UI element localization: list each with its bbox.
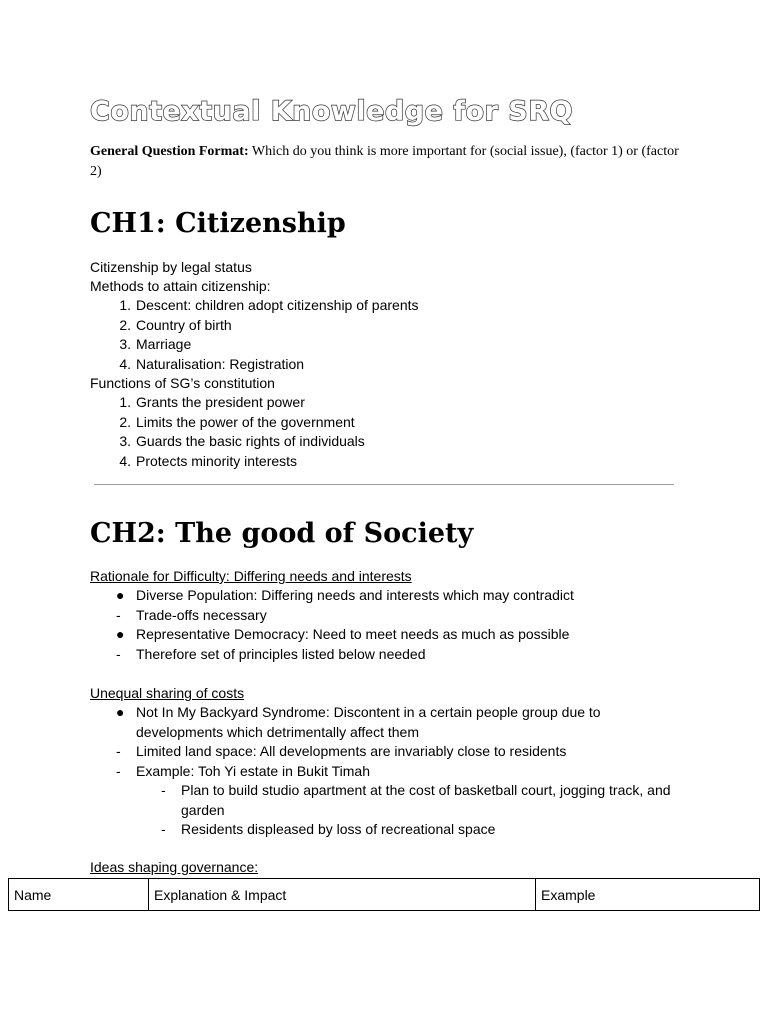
ch1-legal-status: Citizenship by legal status	[90, 259, 252, 275]
ch2-rationale-heading: Rationale for Difficulty: Differing needs and interests	[90, 568, 412, 584]
list-item: 2. Limits the power of the government	[119, 413, 355, 430]
list-item: 2. Country of birth	[119, 316, 232, 333]
list-item: - Example: Toh Yi estate in Bukit Timah	[116, 762, 370, 779]
list-item: 4. Protects minority interests	[119, 452, 298, 469]
ch1-methods-list	[119, 296, 419, 374]
ch1-methods-heading: Methods to attain citizenship:	[90, 278, 271, 294]
table-header-name: Name	[9, 879, 149, 911]
general-question-format-text: Which do you think is more important for (social issue), (factor 1) or (factor 2)	[90, 144, 679, 179]
list-item: ● Representative Democracy: Need to meet needs as much as possible	[116, 626, 570, 642]
ch2-costs-list	[116, 703, 606, 781]
list-item: - Plan to build studio apartment at the cost of basketball court, jogging track, and garden	[161, 782, 671, 818]
table-header-example: Example	[536, 879, 760, 911]
list-item: 3. Marriage	[119, 336, 192, 352]
ch2-costs-heading: Unequal sharing of costs	[90, 685, 245, 701]
section-divider	[94, 484, 674, 485]
ch1-functions-heading: Functions of SG’s constitution	[90, 375, 275, 391]
list-item: 3. Guards the basic rights of individuals	[119, 433, 365, 449]
document-title: Contextual Knowledge for SRQ	[90, 96, 573, 127]
list-item: ● Diverse Population: Differing needs and interests which may contradict	[116, 587, 574, 603]
list-item: - Therefore set of principles listed below needed	[116, 645, 426, 662]
list-item: - Trade-offs necessary	[116, 606, 267, 623]
governance-table	[8, 878, 760, 911]
ch2-rationale-list	[116, 586, 574, 664]
ch2-ideas-heading: Ideas shaping governance:	[90, 859, 259, 875]
ch1-heading: CH1: Citizenship	[90, 208, 346, 239]
ch2-heading: CH2: The good of Society	[90, 518, 474, 549]
ch2-example-sublist	[161, 781, 681, 840]
list-item: 1. Descent: children adopt citizenship of parents	[119, 297, 419, 313]
ch1-functions-list	[119, 393, 365, 471]
list-item: - Residents displeased by loss of recreational space	[161, 821, 496, 837]
general-question-format	[90, 142, 690, 182]
list-item: - Limited land space: All developments are invariably close to residents	[116, 743, 567, 759]
list-item: 1. Grants the president power	[119, 394, 305, 410]
table-header-row	[9, 879, 760, 911]
table-header-explanation: Explanation & Impact	[149, 879, 536, 911]
general-question-format-label: General Question Format:	[90, 144, 249, 159]
list-item: 4. Naturalisation: Registration	[119, 355, 305, 372]
list-item: ● Not In My Backyard Syndrome: Discontent in a certain people group due to developments which detrimentally affect them	[116, 704, 601, 740]
